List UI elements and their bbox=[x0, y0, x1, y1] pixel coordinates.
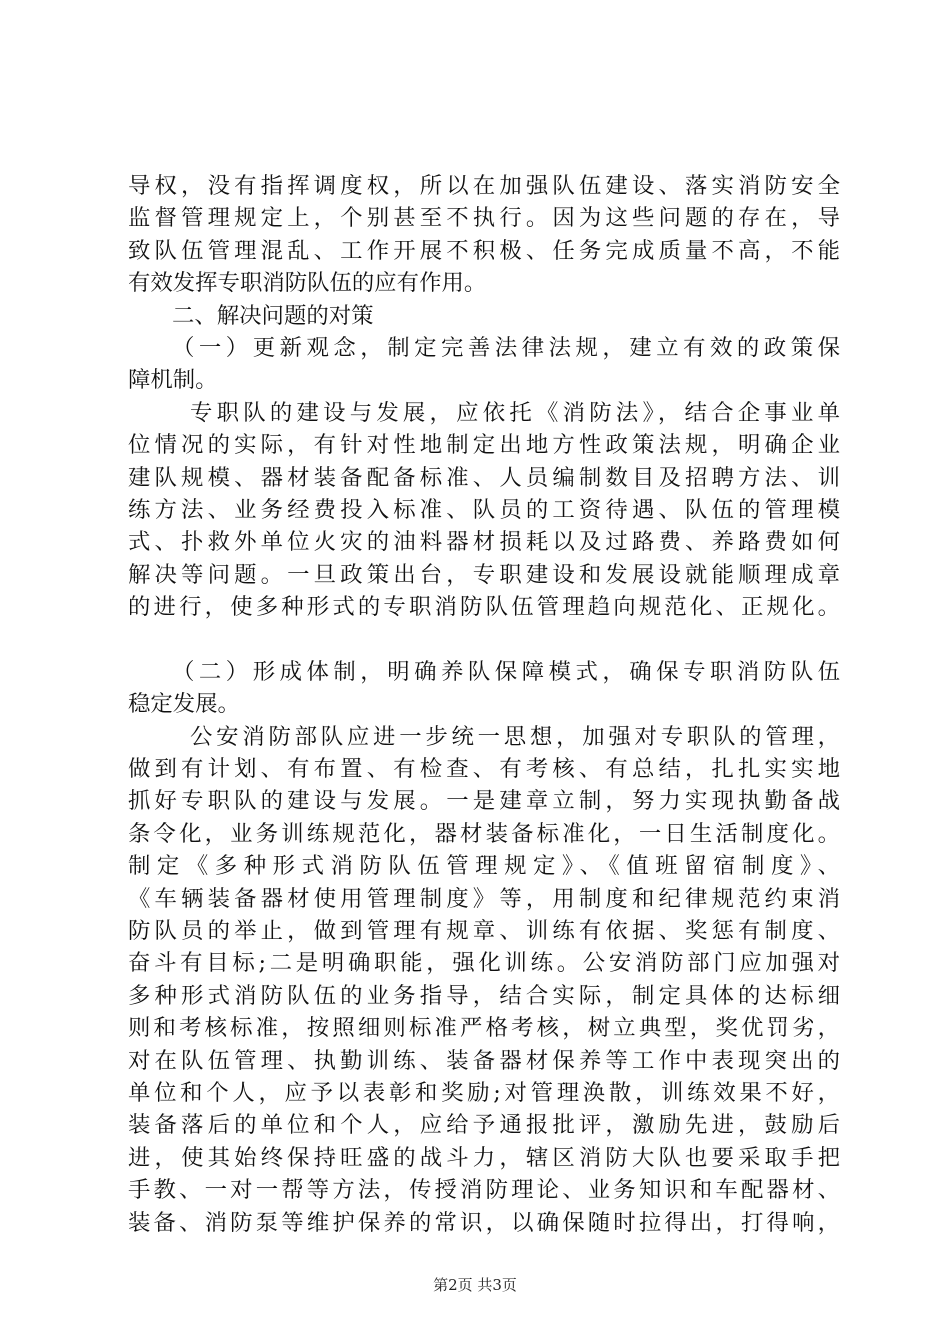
text-line: 对在队伍管理、执勤训练、装备器材保养等工作中表现突出的 bbox=[128, 1047, 840, 1074]
text-line: 解决等问题。一旦政策出台，专职建设和发展设就能顺理成章 bbox=[128, 561, 840, 588]
text-line: 做到有计划、有布置、有检查、有考核、有总结，扎扎实实地 bbox=[128, 756, 840, 783]
text-line: 专职队的建设与发展，应依托《消防法》，结合企事业单 bbox=[190, 399, 840, 426]
text-line: 监督管理规定上，个别甚至不执行。因为这些问题的存在，导 bbox=[128, 205, 840, 232]
section-heading bbox=[128, 300, 840, 332]
text-line: 《车辆装备器材使用管理制度》等，用制度和纪律规范约束消 bbox=[128, 885, 840, 912]
text-line: 则和考核标准，按照细则标准严格考核，树立典型，奖优罚劣， bbox=[128, 1015, 840, 1042]
document-body bbox=[128, 170, 840, 1239]
paragraph-gap bbox=[128, 623, 840, 655]
text-line: 建队规模、器材装备配备标准、人员编制数目及招聘方法、训 bbox=[128, 464, 840, 491]
text-line: 进，使其始终保持旺盛的战斗力，辖区消防大队也要采取手把 bbox=[128, 1144, 840, 1171]
heading-line: 二、解决问题的对策 bbox=[172, 302, 374, 329]
text-line: 公安消防部队应进一步统一思想，加强对专职队的管理， bbox=[190, 723, 840, 750]
text-line: 式、扑救外单位火灾的油料器材损耗以及过路费、养路费如何 bbox=[128, 529, 840, 556]
text-line: 位情况的实际，有针对性地制定出地方性政策法规，明确企业 bbox=[128, 432, 840, 459]
text-line: 奋斗有目标;二是明确职能，强化训练。公安消防部门应加强对 bbox=[128, 950, 840, 977]
text-line: 有效发挥专职消防队伍的应有作用。 bbox=[128, 270, 487, 297]
subsection-heading-1 bbox=[128, 332, 840, 397]
page-number-footer: 第2页 共3页 bbox=[433, 1276, 517, 1294]
heading-line: 障机制。 bbox=[128, 367, 218, 394]
text-line: 致队伍管理混乱、工作开展不积极、任务完成质量不高，不能 bbox=[128, 237, 840, 264]
text-line: 条令化，业务训练规范化，器材装备标准化，一日生活制度化。 bbox=[128, 820, 840, 847]
paragraph bbox=[128, 721, 840, 1239]
heading-line: （一）更新观念，制定完善法律法规，建立有效的政策保 bbox=[172, 334, 840, 361]
text-line: 多种形式消防队伍的业务指导，结合实际，制定具体的达标细 bbox=[128, 982, 840, 1009]
text-line: 抓好专职队的建设与发展。一是建章立制，努力实现执勤备战 bbox=[128, 788, 840, 815]
heading-line: （二）形成体制，明确养队保障模式，确保专职消防队伍 bbox=[172, 658, 840, 685]
paragraph-continuation bbox=[128, 170, 840, 300]
text-line: 装备落后的单位和个人，应给予通报批评，激励先进，鼓励后 bbox=[128, 1112, 840, 1139]
text-line: 的进行，使多种形式的专职消防队伍管理趋向规范化、正规化。 bbox=[128, 594, 840, 621]
paragraph bbox=[128, 397, 840, 624]
text-line: 练方法、业务经费投入标准、队员的工资待遇、队伍的管理模 bbox=[128, 496, 840, 523]
subsection-heading-2 bbox=[128, 656, 840, 721]
text-line: 装备、消防泵等维护保养的常识，以确保随时拉得出，打得响， bbox=[128, 1209, 840, 1236]
text-line: 制定《多种形式消防队伍管理规定》、《值班留宿制度》、 bbox=[128, 853, 840, 880]
heading-line: 稳定发展。 bbox=[128, 691, 240, 718]
text-line: 单位和个人，应予以表彰和奖励;对管理涣散，训练效果不好， bbox=[128, 1079, 840, 1106]
text-line: 手教、一对一帮等方法，传授消防理论、业务知识和车配器材、 bbox=[128, 1177, 840, 1204]
text-line: 导权，没有指挥调度权，所以在加强队伍建设、落实消防安全 bbox=[128, 173, 840, 199]
text-line: 防队员的举止，做到管理有规章、训练有依据、奖惩有制度、 bbox=[128, 917, 840, 944]
